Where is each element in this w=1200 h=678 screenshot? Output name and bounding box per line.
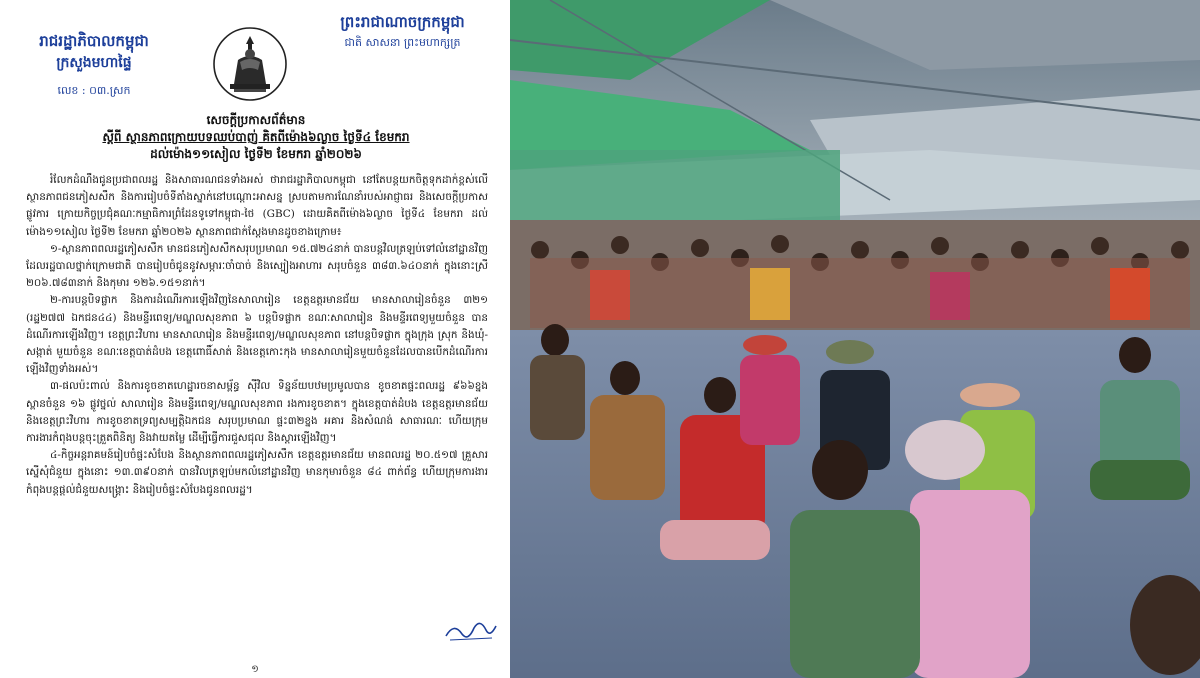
ministry-header xyxy=(14,30,174,102)
title-line-1: សេចក្តីប្រកាសព័ត៌មាន xyxy=(206,113,306,127)
page-number: ១ xyxy=(251,664,259,675)
royal-emblem-icon xyxy=(212,26,288,102)
title-line-3: ដល់ម៉ោង១១សៀល ថ្ងៃទី២ ខែមករា ឆ្នាំ២០២៦ xyxy=(150,147,362,161)
national-motto: ជាតិ សាសនា ព្រះមហាក្សត្រ xyxy=(344,36,461,49)
section-3-paragraph: ៣-ផលប៉ះពាល់ និងការខូចខាតហេដ្ឋារចនាសម្ព័ន្ធ ស៊ីវិល ទិន្នន័យបឋមប្រមូលបាន ខូចខាតផ្ទះពលរដ្ឋ ៩៦៦ខ្នង ស្ពានចំនួន ១៦ ផ្លូវថ្នល់ សាលារៀន និងមន្ទីរពេទ្យ/មណ្ឌលសុខភាព រងការខូចខាត។ ក្នុងខេត្តបាត់ដំបង ខេត្តឧត្តរមានជ័យ និងខេត្តព្រះវិហារ ការខូចខាតទ្រព្យសម្បត្តិឯកជន សរុបប្រមាណ ផ្ទះ៣២ខ្នង អគារ និងសំណង់ សាធារណៈ ហើយក្រុមការងារកំពុងបន្តចុះត្រួតពិនិត្យ និងវាយតម្លៃ ដើម្បីធ្វើការជួសជុល និងស្តារឡើងវិញ។ xyxy=(26,380,488,445)
evacuee-shelter-photo xyxy=(510,0,1200,678)
ministry-name: ក្រសួងមហាផ្ទៃ xyxy=(56,55,132,71)
kingdom-name: ព្រះរាជាណាចក្រកម្ពុជា xyxy=(340,13,465,31)
reference-number: លេខ : ០៣.ស្រក xyxy=(57,84,131,97)
government-name: រាជរដ្ឋាភិបាលកម្ពុជា xyxy=(39,32,149,50)
intro-paragraph: រំលែកដំណឹងជូនប្រជាពលរដ្ឋ និងសាធារណជនទាំងអស់ ថារាជរដ្ឋាភិបាលកម្ពុជា នៅតែបន្តយកចិត្តទុកដាក់ខ្ពស់លើស្ថានភាពជនភៀសសឹក និងការរៀបចំទីតាំងស្នាក់នៅបណ្ដោះអាសន្ន ស្របតាមការណែនាំរបស់អាជ្ញាធរ និងសេចក្តីប្រកាសផ្លូវការ ក្រោយកិច្ចប្រជុំគណៈកម្មាធិការព្រំដែនទូទៅកម្ពុជា-ថៃ (GBC) ដោយគិតពីម៉ោង៦ល្ងាច ថ្ងៃទី៤ ខែមករា ដល់ម៉ោង១១សៀល ថ្ងៃទី២ ខែមករា ឆ្នាំ២០២៦ ស្ថានភាពជាក់ស្តែងមានដូចខាងក្រោម៖ xyxy=(26,174,488,238)
document-title xyxy=(26,112,486,163)
section-4-paragraph: ៤-កិច្ចអន្តរាគមន៍រៀបចំផ្ទះសំបែង និងស្ថានភាពពលរដ្ឋភៀសសឹក ខេត្តឧត្តរមានជ័យ មានពលរដ្ឋ ២០.៥១៧ គ្រួសារ ស្នើសុំជំនួយ ក្នុងនោះ ១៣.៣៩០នាក់ បានវិលត្រឡប់មកលំនៅដ្ឋានវិញ មានកុមារចំនួន ៨៤ ពាក់ព័ន្ធ ហើយក្រុមការងារ កំពុងបន្តផ្តល់ជំនួយសង្គ្រោះ និងរៀបចំផ្ទះសំបែងជូនពលរដ្ឋ។ xyxy=(26,449,488,496)
initials-signature-icon xyxy=(440,616,500,646)
press-release-document xyxy=(0,0,510,678)
section-1-paragraph: ១-ស្ថានភាពពលរដ្ឋភៀសសឹក មានជនភៀសសឹកសរុបប្រមាណ ១៥.៧២៤នាក់ បានបន្តវិលត្រឡប់ទៅលំនៅដ្ឋានវិញ ដែលរដ្ឋបាលថ្នាក់ក្រោមជាតិ បានរៀបចំជូននូវសម្ភារៈចាំបាច់ និងស្បៀងអាហារ សរុបចំនួន ៣៨៣.៦៤០នាក់ ក្នុងនោះស្រី ២០៦.៧៨៣នាក់ និងកុមារ ១២៦.១៥១នាក់។ xyxy=(26,242,488,290)
kingdom-header xyxy=(315,10,490,52)
shelter-scene xyxy=(510,0,1200,678)
document-body xyxy=(26,172,488,499)
section-2-paragraph: ២-ការបន្តបិទផ្លាក និងការដំណើរការឡើងវិញនៃសាលារៀន ខេត្តឧត្តរមានជ័យ មានសាលារៀនចំនួន ៣២១ (រដ្ឋ២៧៧ ឯកជន៤៤) និងមន្ទីរពេទ្យ/មណ្ឌលសុខភាព ៦ បន្តបិទផ្លាក ខណៈសាលារៀន និងមន្ទីរពេទ្យមួយចំនួន បានដំណើរការឡើងវិញ។ ខេត្តព្រះវិហារ មានសាលារៀន និងមន្ទីរពេទ្យ/មណ្ឌលសុខភាព នៅបន្តបិទផ្លាក ក្នុងក្រុង ស្រុក និងឃុំ-សង្កាត់ មួយចំនួន ខណៈខេត្តបាត់ដំបង ខេត្តពោធិ៍សាត់ និងខេត្តកោះកុង មានសាលារៀនមួយចំនួនដែលបានបើកដំណើរការឡើងវិញទាំងអស់។ xyxy=(26,294,488,376)
title-line-2: ស្តីពី ស្ថានភាពក្រោយបទឈប់បាញ់ គិតពីម៉ោង៦ល្ងាច ថ្ងៃទី៤ ខែមករា xyxy=(102,130,410,144)
